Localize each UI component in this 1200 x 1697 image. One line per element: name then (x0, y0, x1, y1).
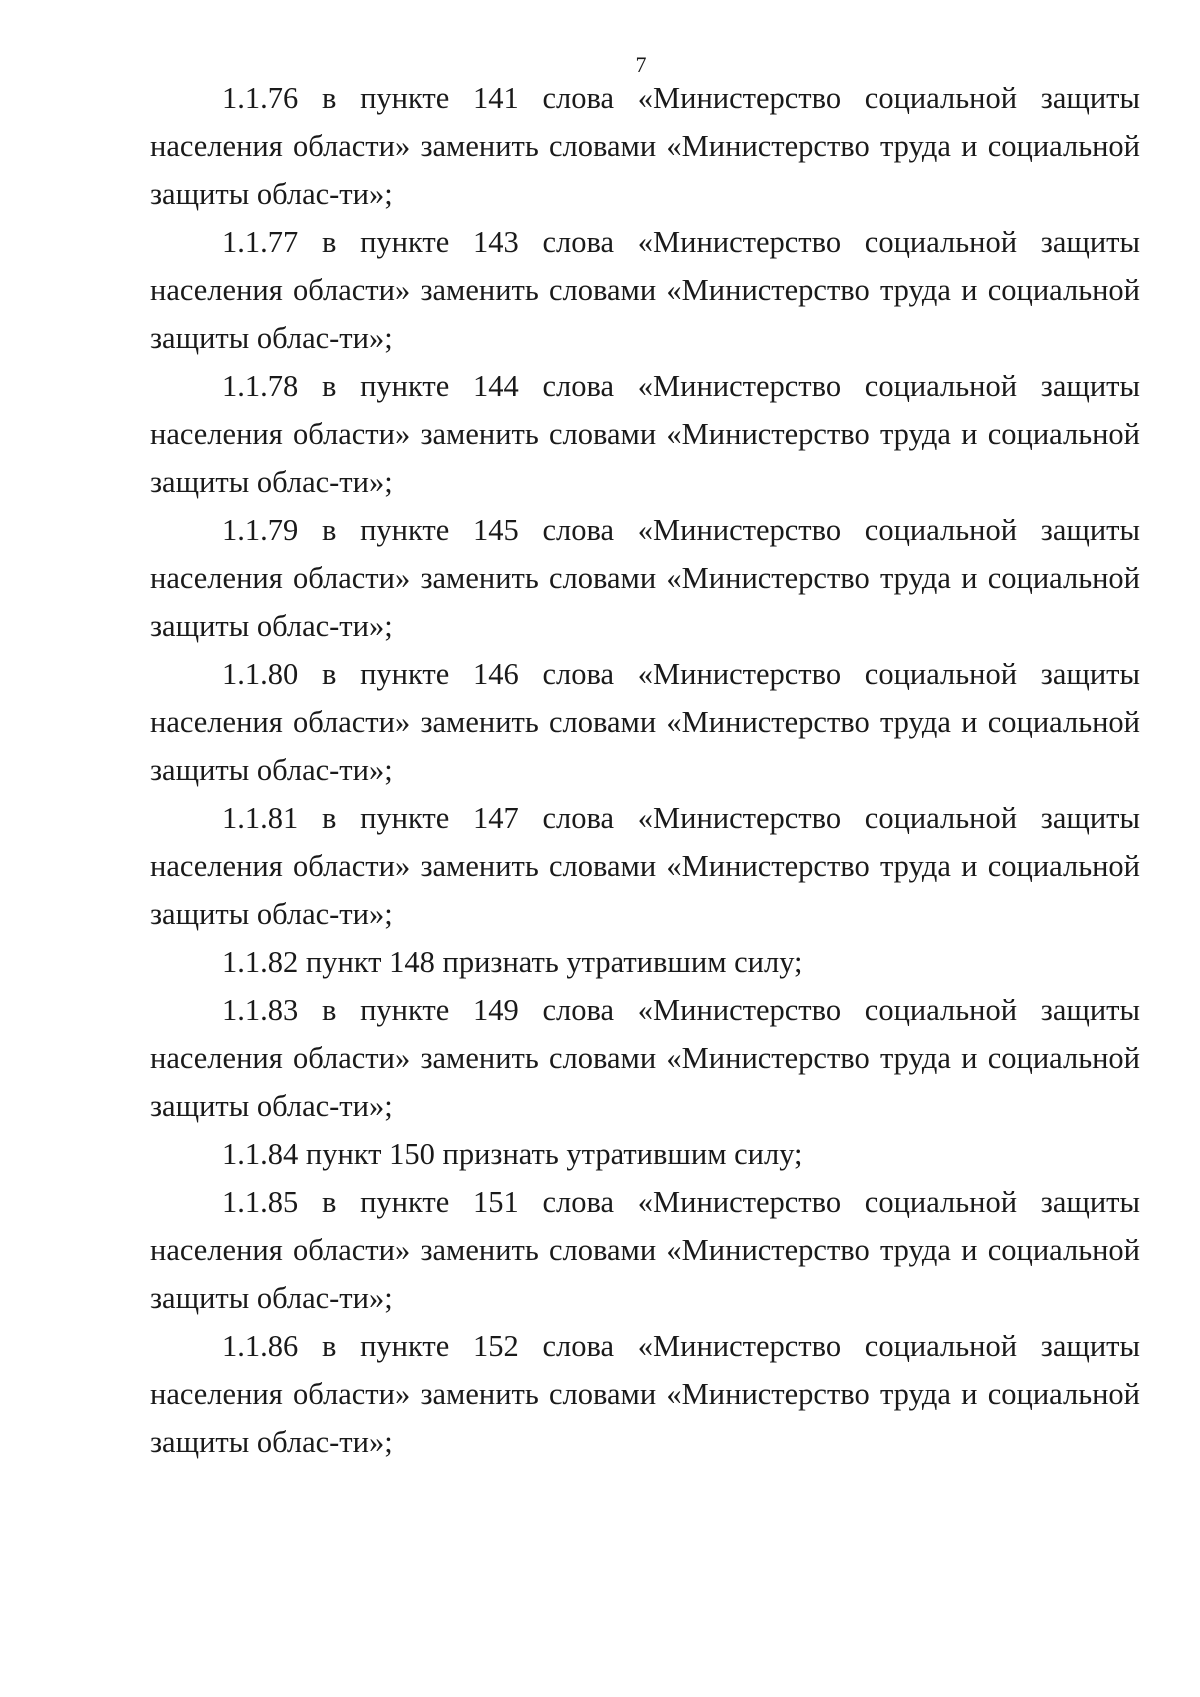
paragraph-1-1-80 (150, 650, 1140, 794)
item-number: 1.1.83 (222, 993, 299, 1027)
item-text: в пункте 141 слова «Министерство социальной защиты населения области» заменить словами «Министерство труда и социальной защиты облас-ти»; (150, 81, 1140, 211)
item-number: 1.1.85 (222, 1185, 299, 1219)
paragraph-1-1-79 (150, 506, 1140, 650)
item-number: 1.1.82 (222, 945, 299, 979)
paragraph-1-1-85 (150, 1178, 1140, 1322)
item-text: в пункте 144 слова «Министерство социальной защиты населения области» заменить словами «Министерство труда и социальной защиты облас-ти»; (150, 369, 1140, 499)
item-number: 1.1.79 (222, 513, 299, 547)
item-number: 1.1.76 (222, 81, 299, 115)
item-text: в пункте 143 слова «Министерство социальной защиты населения области» заменить словами «Министерство труда и социальной защиты облас-ти»; (150, 225, 1140, 355)
item-number: 1.1.84 (222, 1137, 299, 1171)
paragraph-1-1-81 (150, 794, 1140, 938)
item-number: 1.1.81 (222, 801, 299, 835)
document-body (150, 74, 1140, 1466)
item-number: 1.1.86 (222, 1329, 299, 1363)
page-number: 7 (635, 52, 647, 77)
item-text: пункт 150 признать утратившим силу; (305, 1137, 803, 1171)
item-number: 1.1.77 (222, 225, 299, 259)
paragraph-1-1-82 (150, 938, 1140, 986)
item-text: в пункте 146 слова «Министерство социальной защиты населения области» заменить словами «Министерство труда и социальной защиты облас-ти»; (150, 657, 1140, 787)
item-text: в пункте 149 слова «Министерство социальной защиты населения области» заменить словами «Министерство труда и социальной защиты облас-ти»; (150, 993, 1140, 1123)
item-text: пункт 148 признать утратившим силу; (305, 945, 803, 979)
paragraph-1-1-84 (150, 1130, 1140, 1178)
item-number: 1.1.78 (222, 369, 299, 403)
item-text: в пункте 152 слова «Министерство социальной защиты населения области» заменить словами «Министерство труда и социальной защиты облас-ти»; (150, 1329, 1140, 1459)
item-number: 1.1.80 (222, 657, 299, 691)
item-text: в пункте 151 слова «Министерство социальной защиты населения области» заменить словами «Министерство труда и социальной защиты облас-ти»; (150, 1185, 1140, 1315)
paragraph-1-1-86 (150, 1322, 1140, 1466)
paragraph-1-1-83 (150, 986, 1140, 1130)
paragraph-1-1-78 (150, 362, 1140, 506)
paragraph-1-1-76 (150, 74, 1140, 218)
item-text: в пункте 147 слова «Министерство социальной защиты населения области» заменить словами «Министерство труда и социальной защиты облас-ти»; (150, 801, 1140, 931)
item-text: в пункте 145 слова «Министерство социальной защиты населения области» заменить словами «Министерство труда и социальной защиты облас-ти»; (150, 513, 1140, 643)
paragraph-1-1-77 (150, 218, 1140, 362)
